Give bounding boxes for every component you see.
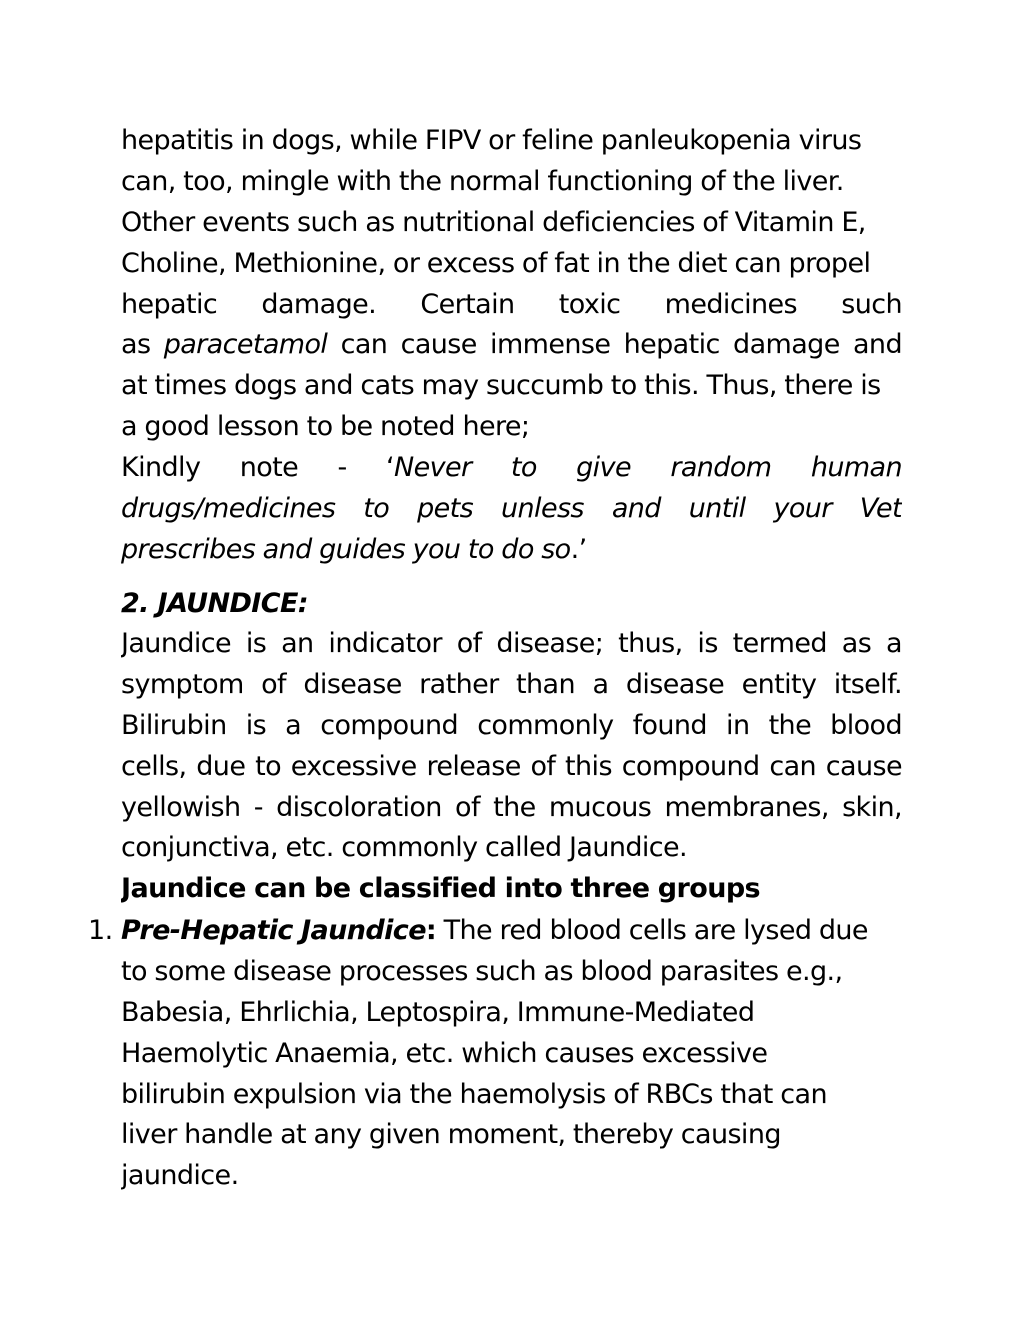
- intro-line: at times dogs and cats may succumb to this. Thus, there is: [121, 370, 881, 402]
- intro-text: as: [121, 329, 164, 361]
- section-heading: [121, 584, 902, 625]
- jaundice-heading: 2. JAUNDICE:: [121, 588, 309, 619]
- drug-name: paracetamol: [163, 329, 328, 361]
- classification-intro: Jaundice can be classified into three groups: [121, 873, 761, 905]
- note-italic: prescribes and guides you to do so: [121, 533, 571, 565]
- jaundice-line: Jaundice is an indicator of disease; thus, is termed as a: [121, 628, 902, 659]
- intro-line: hepatic damage. Certain toxic medicines such: [121, 288, 902, 320]
- list-line: to some disease processes such as blood parasites e.g.,: [121, 955, 843, 987]
- list-text: The red blood cells are lysed due: [436, 915, 868, 946]
- jaundice-line: yellowish - discoloration of the mucous membranes, skin,: [121, 791, 902, 823]
- kindly-note: [121, 448, 902, 571]
- intro-line: Choline, Methionine, or excess of fat in the diet can propel: [121, 247, 871, 279]
- jaundice-line: conjunctiva, etc. commonly called Jaundice.: [121, 832, 688, 864]
- jaundice-line: cells, due to excessive release of this compound can cause: [121, 750, 902, 782]
- note-text: Kindly note - ‘: [121, 452, 394, 483]
- intro-line: hepatitis in dogs, while FIPV or feline panleukopenia virus: [121, 125, 862, 156]
- note-line: [121, 448, 902, 489]
- intro-line: a good lesson to be noted here;: [121, 411, 530, 443]
- list-line: jaundice.: [121, 1160, 239, 1192]
- jaundice-line: symptom of disease rather than a disease entity itself.: [121, 668, 902, 700]
- list-line: Babesia, Ehrlichia, Leptospira, Immune-Mediated: [121, 996, 755, 1028]
- intro-paragraph: [121, 121, 902, 448]
- note-italic: Never to give random human: [394, 452, 902, 483]
- list-line: Haemolytic Anaemia, etc. which causes excessive: [121, 1037, 768, 1069]
- note-text: .’: [570, 533, 587, 565]
- intro-line: can, too, mingle with the normal functioning of the liver.: [121, 165, 844, 197]
- list-line: [121, 911, 881, 952]
- list-colon: :: [425, 915, 437, 946]
- intro-line: Other events such as nutritional deficiencies of Vitamin E,: [121, 206, 866, 238]
- list-term: Pre-Hepatic Jaundice: [121, 915, 426, 946]
- note-line: drugs/medicines to pets unless and until your Vet: [121, 492, 902, 524]
- intro-line-paracetamol: [121, 325, 902, 366]
- list-line: bilirubin expulsion via the haemolysis of RBCs that can: [121, 1078, 827, 1110]
- jaundice-paragraph: [121, 624, 902, 910]
- list-number: 1.: [88, 915, 113, 946]
- intro-text: can cause immense hepatic damage and: [327, 329, 902, 361]
- list-item-body: [121, 911, 881, 1197]
- list-line: liver handle at any given moment, thereby causing: [121, 1119, 781, 1151]
- jaundice-line: Bilirubin is a compound commonly found in the blood: [121, 709, 902, 741]
- note-line: [121, 530, 902, 571]
